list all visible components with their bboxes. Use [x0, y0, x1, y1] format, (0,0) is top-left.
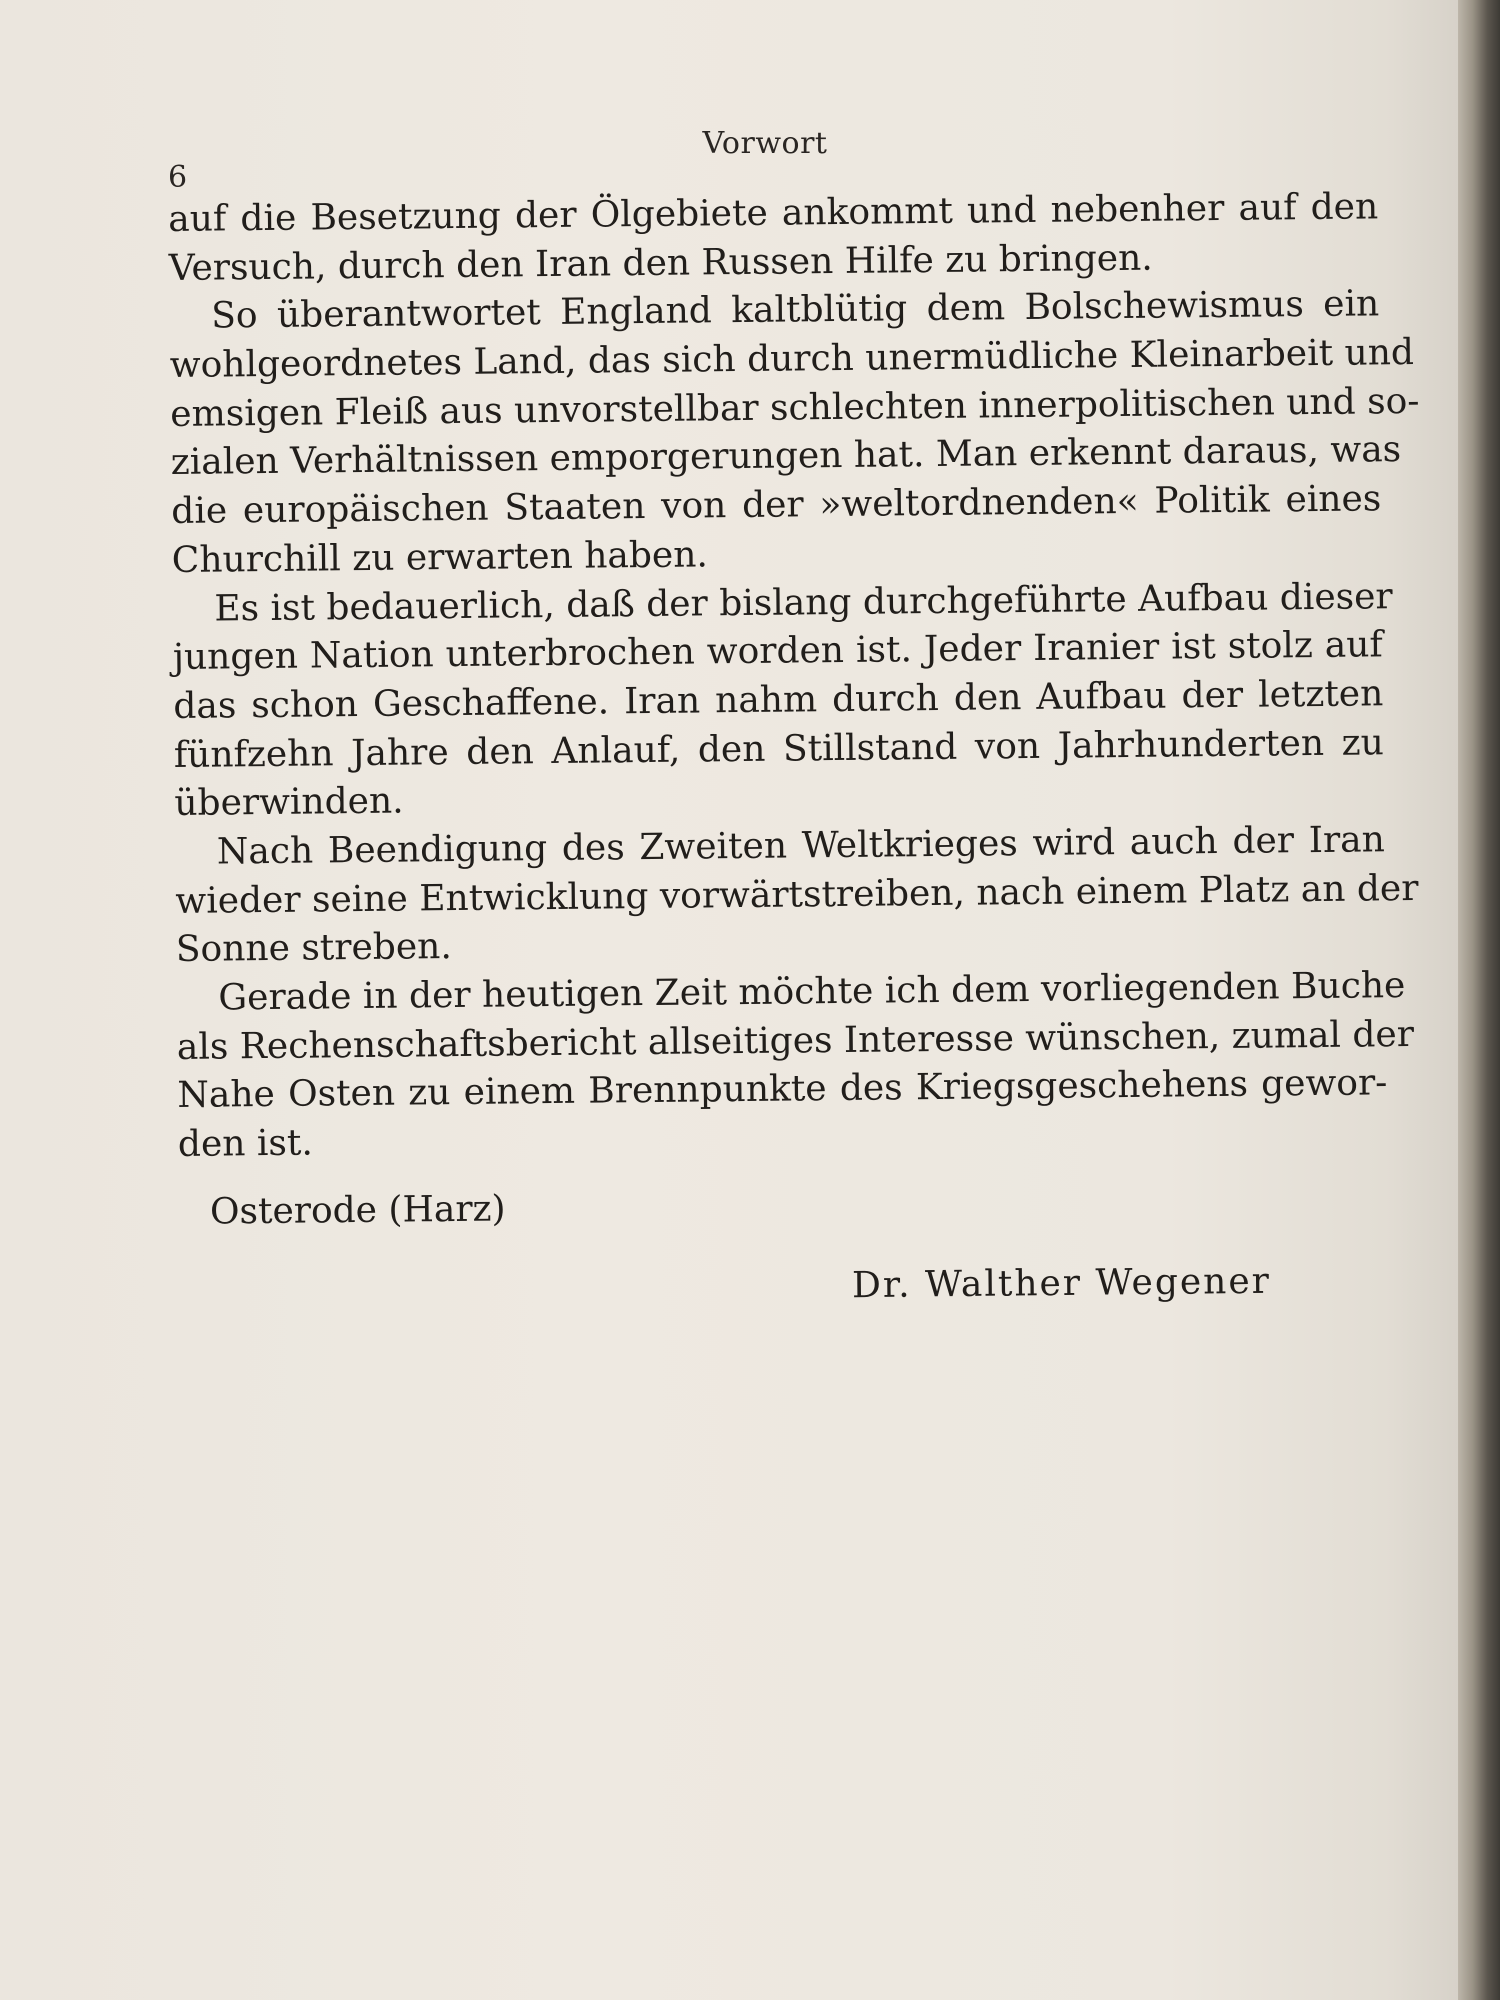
text-line: Es ist bedauerlich, daß der bislang durchgeführte Aufbau dieser — [214, 575, 1393, 630]
text-line: zialen Verhältnissen emporgerungen hat. Man erkennt daraus, was — [170, 429, 1402, 484]
page-number: 6 — [168, 160, 188, 195]
text-line: emsigen Fleiß aus unvorstellbar schlechten innerpolitischen und so- — [170, 380, 1420, 435]
book-spine-edge — [1458, 0, 1500, 2000]
text-line: wieder seine Entwicklung vorwärtstreiben, nach einem Platz an der — [175, 867, 1419, 922]
running-head: Vorwort — [702, 126, 828, 161]
text-line: überwinden. — [174, 780, 404, 825]
text-line: Churchill zu erwarten haben. — [171, 534, 709, 581]
text-line: jungen Nation unterbrochen worden ist. Jeder Iranier ist stolz auf — [172, 624, 1383, 679]
text-line: Versuch, durch den Iran den Russen Hilfe zu bringen. — [168, 237, 1153, 289]
text-line: wohlgeordnetes Land, das sich durch unermüdliche Kleinarbeit und — [169, 332, 1415, 387]
text-line: als Rechenschaftsbericht allseitiges Interesse wünschen, zumal der — [176, 1013, 1415, 1068]
text-line: fünfzehn Jahre den Anlauf, den Stillstand von Jahrhunderten zu — [173, 721, 1385, 776]
text-line: So überantwortet England kaltblütig dem Bolschewismus ein — [211, 283, 1380, 337]
text-line: das schon Geschaffene. Iran nahm durch den Aufbau der letzten — [173, 673, 1384, 727]
text-line: Sonne streben. — [175, 926, 452, 971]
text-line: die europäischen Staaten von der »weltordnenden« Politik eines — [171, 478, 1382, 533]
text-line: Nach Beendigung des Zweiten Weltkrieges wird auch der Iran — [216, 819, 1386, 873]
text-line: Nahe Osten zu einem Brennpunkte des Kriegsgeschehens gewor- — [177, 1062, 1388, 1117]
place-line: Osterode (Harz) — [209, 1188, 506, 1233]
text-line: den ist. — [177, 1122, 314, 1166]
author-signature: Dr. Walther Wegener — [851, 1260, 1272, 1307]
text-line: auf die Besetzung der Ölgebiete ankommt und nebenher auf den — [168, 186, 1379, 240]
body-text — [168, 183, 1420, 1169]
text-line: Gerade in der heutigen Zeit möchte ich dem vorliegenden Buche — [218, 965, 1406, 1019]
